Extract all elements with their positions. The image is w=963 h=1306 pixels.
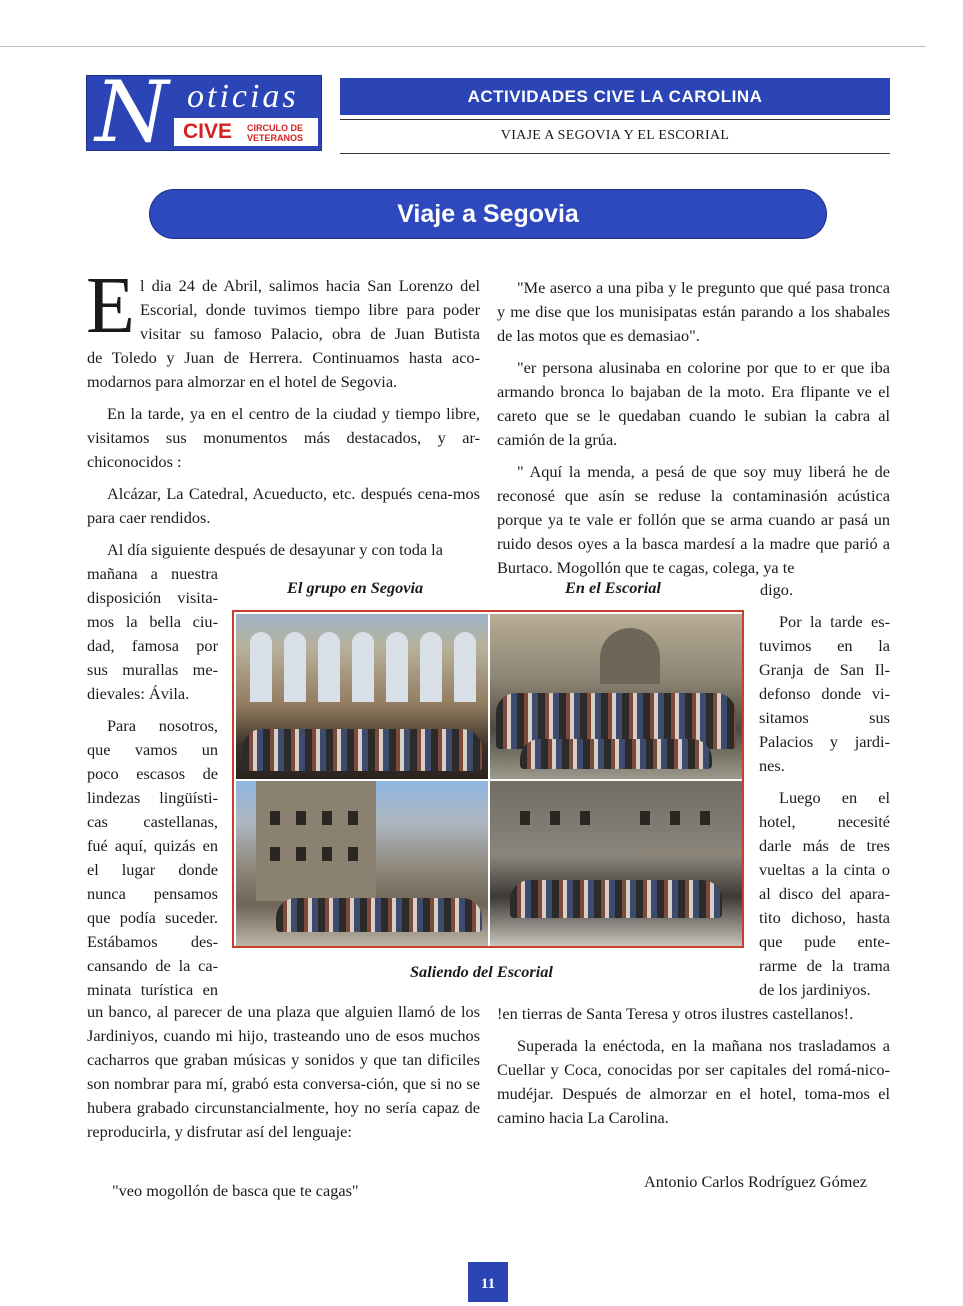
- left-text-block: [87, 346, 480, 562]
- narrow-line: tuvimos en la: [759, 636, 890, 655]
- narrow-line: el lugar donde: [87, 860, 218, 879]
- magazine-logo: [86, 75, 322, 151]
- narrow-line: fué aquí, quizás en: [87, 836, 218, 855]
- narrow-line: Por la tarde es-: [779, 612, 890, 631]
- narrow-line: minata turística en: [87, 980, 218, 999]
- paragraph: "er persona alusinaba en colorine por que to er que iba armando bronca lo bajaban de la moto. Era flipante ve el careto que se le quedaban cuando le subian la cabra al camión de la grúa.: [497, 358, 890, 449]
- narrow-line: que podía suceder.: [87, 908, 218, 927]
- narrow-line: Para nosotros,: [107, 716, 218, 735]
- narrow-line: poco escasos de: [87, 764, 218, 783]
- logo-brand: CIVE: [183, 120, 233, 143]
- narrow-line: mañana a nuestra: [87, 564, 218, 583]
- narrow-line: al disco del apara-: [759, 884, 890, 903]
- narrow-line: sus murallas me-: [87, 660, 218, 679]
- page-number: 11: [468, 1262, 508, 1302]
- right-line-end: digo.: [760, 580, 794, 599]
- top-rule: [0, 46, 926, 47]
- narrow-line: Luego en el: [779, 788, 890, 807]
- narrow-line: dievales: Ávila.: [87, 684, 190, 703]
- narrow-line: sitamos sus: [759, 708, 890, 727]
- narrow-line: dad, famosa por: [87, 636, 218, 655]
- narrow-line: mos la bella ciu-: [87, 612, 218, 631]
- left-text-bottom: [87, 1000, 480, 1152]
- photo-leaving-escorial-1: [236, 781, 488, 946]
- caption-escorial: En el Escorial: [565, 578, 661, 597]
- narrow-line: que vamos un: [87, 740, 218, 759]
- narrow-line: disposición visita-: [87, 588, 218, 607]
- narrow-line: Palacios y jardi-: [759, 732, 890, 751]
- narrow-line: que pude ente-: [759, 932, 890, 951]
- paragraph: "Me aserco a una piba y le pregunto que qué pasa tronca y me dise que los munisipatas están parando a los shabales de las motos que es demasiao".: [497, 278, 890, 345]
- paragraph: " Aquí la menda, a pesá de que soy muy liberá he de reconosé que asín se reduse la contaminasión acústica porque ya te vale er follón que se arma cuando ar pasá un ruido desos oyes a la basca mardesí a la madre que parió a Burtaco. Mogollón que te cagas, colega, ya te: [497, 462, 890, 577]
- paragraph: En la tarde, ya en el centro de la ciudad y tiempo libre, visitamos sus monumentos más destacados, y ar-chiconocidos :: [87, 404, 480, 471]
- photo-aqueduct-group: [236, 614, 488, 779]
- left-line-2: Escorial, donde tuvimos tiempo libre para poder: [140, 300, 480, 319]
- paragraph: Alcázar, La Catedral, Acueducto, etc. después cena-mos para caer rendidos.: [87, 484, 480, 527]
- right-line: !en tierras de Santa Teresa y otros ilustres castellanos!.: [497, 1004, 854, 1023]
- narrow-line: lindezas lingüísti-: [87, 788, 218, 807]
- left-line-1: l dia 24 de Abril, salimos hacia San Lorenzo del: [140, 276, 480, 295]
- photo-escorial-group: [490, 614, 742, 779]
- right-text-bottom: [497, 1034, 890, 1138]
- caption-segovia: El grupo en Segovia: [287, 578, 424, 597]
- article-title: Viaje a Segovia: [150, 190, 826, 238]
- photo-collage: [232, 610, 744, 948]
- right-text-block: [497, 276, 890, 580]
- left-narrow-column: [87, 562, 218, 1002]
- paragraph: Superada la enéctoda, en la mañana nos trasladamos a Cuellar y Coca, conocidas por ser capitales del romá-nico-mudéjar. Después de almorzar en el hotel, toma-mos el camino hacia La Carolina.: [497, 1036, 890, 1127]
- narrow-line: tito dichoso, hasta: [759, 908, 890, 927]
- narrow-line: cansando de la ca-: [87, 956, 218, 975]
- drop-cap: E: [86, 262, 135, 350]
- paragraph: un banco, al parecer de una plaza que alguien llamó de los Jardiniyos, cuando mi hijo, trasteando uno de esos muchos cacharros que graban músicas y sonidos y que tan dificiles son nombrar para mí, grabó esta conversa-ción, que si no se hubera grabado circunstancialmente, hoy no sería capaz de reproducirla, y disfrutar así del lenguaje:: [87, 1002, 480, 1141]
- logo-word: oticias: [187, 78, 299, 115]
- section-subtitle: VIAJE A SEGOVIA Y EL ESCORIAL: [500, 128, 730, 143]
- narrow-line: defonso donde vi-: [759, 684, 890, 703]
- right-narrow-column: [759, 610, 890, 1002]
- narrow-line: Granja de San Il-: [759, 660, 890, 679]
- signature: Antonio Carlos Rodríguez Gómez: [644, 1172, 867, 1191]
- narrow-line: darle más de tres: [759, 836, 890, 855]
- logo-big-letter: N: [95, 75, 169, 151]
- paragraph: Al día siguiente después de desayunar y con toda la: [107, 540, 443, 559]
- section-rule: [340, 119, 890, 120]
- subtitle-rule: [340, 153, 890, 154]
- caption-leaving-escorial: Saliendo del Escorial: [410, 962, 553, 981]
- narrow-line: hotel, necesité: [759, 812, 890, 831]
- narrow-line: rarme de la trama: [759, 956, 890, 975]
- narrow-line: de los jardiniyos.: [759, 980, 871, 999]
- narrow-line: Estábamos des-: [87, 932, 218, 951]
- logo-brand-sub: CIRCULO DE VETERANOS: [247, 123, 304, 143]
- narrow-line: nes.: [759, 756, 785, 775]
- narrow-line: nunca pensamos: [87, 884, 218, 903]
- quote-line: "veo mogollón de basca que te cagas": [112, 1181, 359, 1200]
- left-line-3: visitar su famoso Palacio, obra de Juan Butista: [140, 324, 480, 343]
- narrow-line: vueltas a la cinta o: [759, 860, 890, 879]
- narrow-line: cas castellanas,: [87, 812, 218, 831]
- section-bar: ACTIVIDADES CIVE LA CAROLINA: [340, 78, 890, 115]
- photo-leaving-escorial-2: [490, 781, 742, 946]
- paragraph: de Toledo y Juan de Herrera. Continuamos hasta aco-modarnos para almorzar en el hotel de Segovia.: [87, 348, 480, 391]
